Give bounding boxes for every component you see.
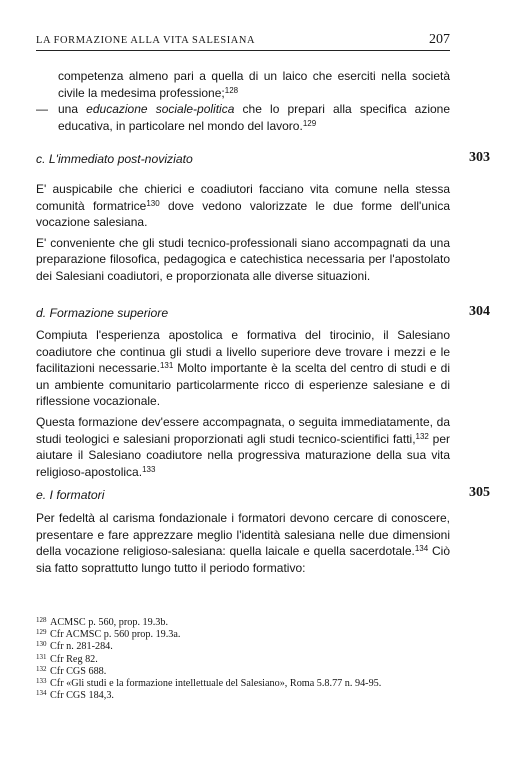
paragraph: Compiuta l'esperienza apostolica e formativa del tirocinio, il Salesiano coadiutore che continua gli studi a livello superiore deve trovare i mezzi e le facilitazioni necessarie.$^{131}$ Molto importante è la scelta del centro di studi e di un ambiente comunitario particolarmente ricco di esperienze salesiane e di riflessione vocazionale. [36, 328, 450, 409]
footnote-ref: 130 [146, 198, 160, 208]
footnote: 133 Cfr «Gli studi e la formazione intellettuale del Salesiano», Roma 5.8.77 n. 94-95. [36, 677, 382, 690]
paragraph: Per fedeltà al carisma fondazionale i formatori devono cercare di conoscere, presentare e fare apprezzare meglio l'identità salesiana nelle due dimensioni della vocazione religioso-salesiana: quella laicale e quella sacerdotale.$^{134}$ Ciò sia fatto soprattutto lungo tutto il periodo formativo: [36, 511, 450, 575]
footnote-ref: 133 [142, 464, 156, 474]
emphasis: educazione sociale-politica [86, 102, 235, 117]
section-body-d [36, 327, 450, 480]
footnote: 129 Cfr ACMSC p. 560 prop. 19.3a. [36, 628, 181, 641]
section-body-e [36, 510, 450, 576]
paragraph: E' auspicabile che chierici e coadiutori facciano vita comune nella stessa comunità formatrice$^{130}$ dove vedono valorizzate le due forme dell'unica vocazione salesiana. [36, 182, 450, 230]
footnote-ref: 132 [415, 431, 429, 441]
section-heading-e: e. I formatori [36, 488, 105, 502]
footnote-ref: 128 [224, 85, 239, 95]
footnote: 134 Cfr CGS 184,3. [36, 689, 114, 702]
section-number-304: 304 [469, 304, 490, 319]
footnote: 130 Cfr n. 281-284. [36, 640, 113, 653]
footnote-ref: 134 [414, 544, 429, 554]
list-item-continuation: competenza almeno pari a quella di un laico che eserciti nella società civile la medesima professione;$^{128}$ [58, 69, 450, 100]
paragraph: Questa formazione dev'essere accompagnata, o seguita immediatamente, da studi teologici e salesiani proporzionati agli studi tecnico-scientifici fatti,$^{132}$ per aiutare il Salesiano coadiutore nella progressiva maturazione della sua vita religioso-apostolica.$^{133}$ [36, 414, 450, 479]
section-number-303: 303 [469, 150, 490, 165]
section-heading-d: d. Formazione superiore [36, 306, 169, 320]
section-number-305: 305 [469, 485, 490, 500]
list-item: — una educazione sociale-politica che lo prepari alla specifica azione educativa, in particolare nel mondo del lavoro.$^{129}$ [36, 102, 451, 133]
paragraph: E' conveniente che gli studi tecnico-professionali siano accompagnati da una preparazione filosofica, pedagogica e catechistica necessaria per l'apostolato dei Salesiani coadiutori, e proporzionata alle diverse situazioni. [36, 235, 450, 283]
page-number: 207 [429, 32, 450, 47]
section-body-c [36, 181, 450, 285]
footnotes [36, 617, 466, 702]
intro-list [36, 68, 450, 134]
footnote: 128 ACMSC p. 560, prop. 19.3b. [36, 616, 169, 628]
footnote: 132 Cfr CGS 688. [36, 664, 107, 677]
section-heading-c: c. L'immediato post-noviziato [36, 152, 193, 166]
running-title: LA FORMAZIONE ALLA VITA SALESIANA [36, 35, 256, 46]
footnote-ref: 131 [159, 361, 174, 371]
footnote-ref: 129 [302, 118, 317, 128]
dash-marker: — [36, 102, 48, 117]
footnote: 131 Cfr Reg 82. [36, 652, 98, 665]
header-rule [36, 50, 450, 51]
